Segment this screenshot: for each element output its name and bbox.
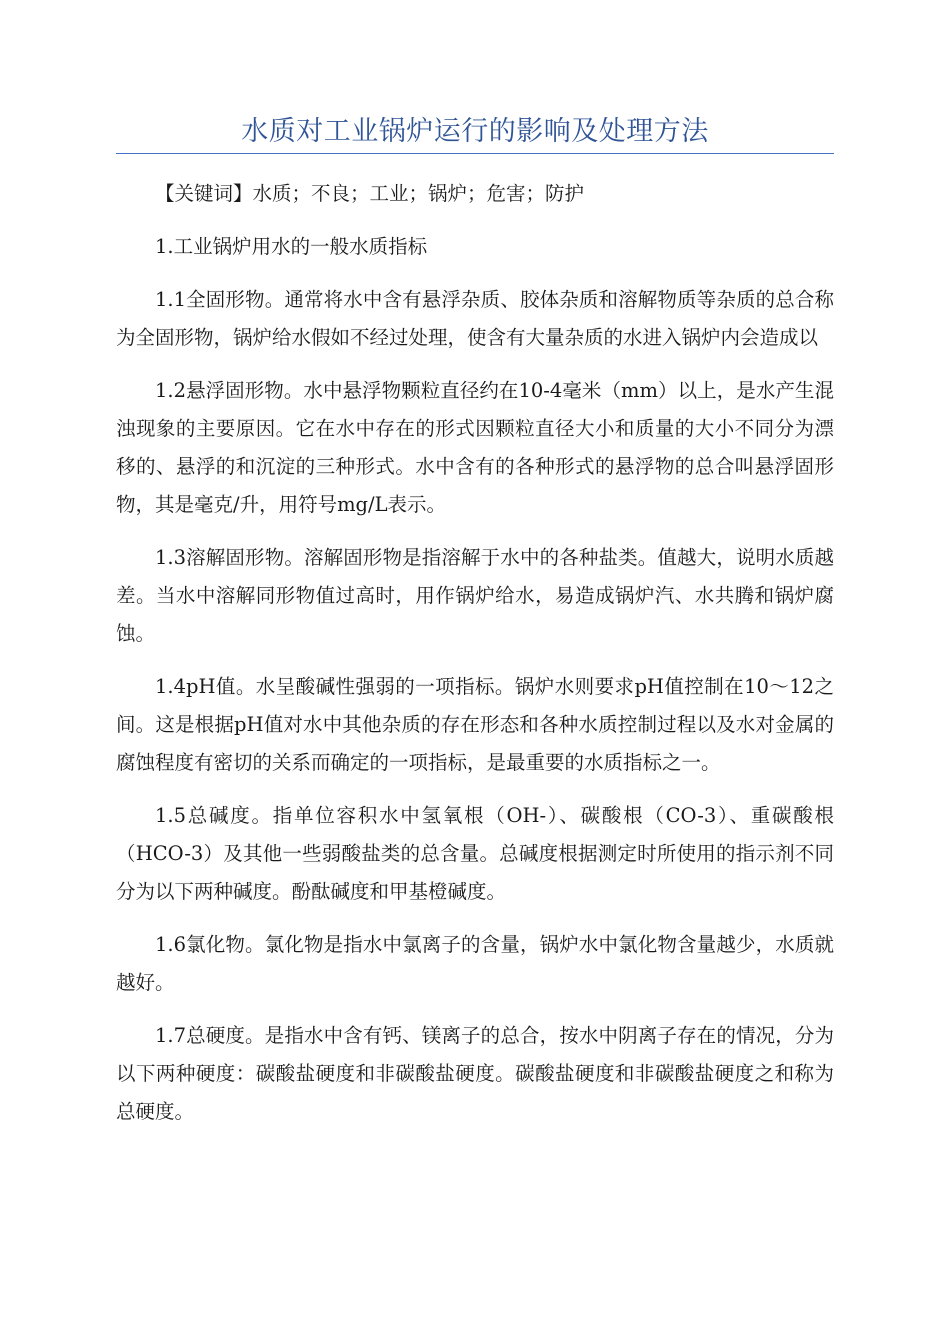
paragraph-chloride: 1.6氯化物。氯化物是指水中氯离子的含量，锅炉水中氯化物含量越少，水质就越好。 xyxy=(116,933,834,994)
title-underline xyxy=(116,153,834,154)
document-title: 水质对工业锅炉运行的影响及处理方法 xyxy=(241,116,709,147)
paragraph-total-hardness: 1.7总硬度。是指水中含有钙、镁离子的总合，按水中阴离子存在的情况，分为以下两种硬度：碳酸盐硬度和非碳酸盐硬度。碳酸盐硬度和非碳酸盐硬度之和称为总硬度。 xyxy=(116,1024,834,1123)
paragraph-ph-value: 1.4pH值。水呈酸碱性强弱的一项指标。锅炉水则要求pH值控制在10～12之间。这是根据pH值对水中其他杂质的存在形态和各种水质控制过程以及水对金属的腐蚀程度有密切的关系而确定的一项指标，是最重要的水质指标之一。 xyxy=(116,675,834,774)
paragraph-suspended-solids: 1.2悬浮固形物。水中悬浮物颗粒直径约在10-4毫米（mm）以上，是水产生混浊现象的主要原因。它在水中存在的形式因颗粒直径大小和质量的大小不同分为漂移的、悬浮的和沉淀的三种形式。水中含有的各种形式的悬浮物的总合叫悬浮固形物，其是毫克/升，用符号mg/L表示。 xyxy=(116,379,834,516)
paragraph-total-solids: 1.1全固形物。通常将水中含有悬浮杂质、胶体杂质和溶解物质等杂质的总合称为全固形物，锅炉给水假如不经过处理，使含有大量杂质的水进入锅炉内会造成以 xyxy=(116,288,834,349)
paragraph-dissolved-solids: 1.3溶解固形物。溶解固形物是指溶解于水中的各种盐类。值越大，说明水质越差。当水中溶解同形物值过高时，用作锅炉给水，易造成锅炉汽、水共腾和锅炉腐蚀。 xyxy=(116,546,834,645)
document-body xyxy=(116,175,834,1146)
section-heading: 1.工业锅炉用水的一般水质指标 xyxy=(155,235,428,258)
paragraph-total-alkalinity: 1.5总碱度。指单位容积水中氢氧根（OH-）、碳酸根（CO-3）、重碳酸根（HCO-3）及其他一些弱酸盐类的总含量。总碱度根据测定时所使用的指示剂不同分为以下两种碱度。酚酞碱度和甲基橙碱度。 xyxy=(116,804,834,903)
keywords-paragraph: 【关键词】水质；不良；工业；锅炉；危害；防护 xyxy=(155,182,585,205)
